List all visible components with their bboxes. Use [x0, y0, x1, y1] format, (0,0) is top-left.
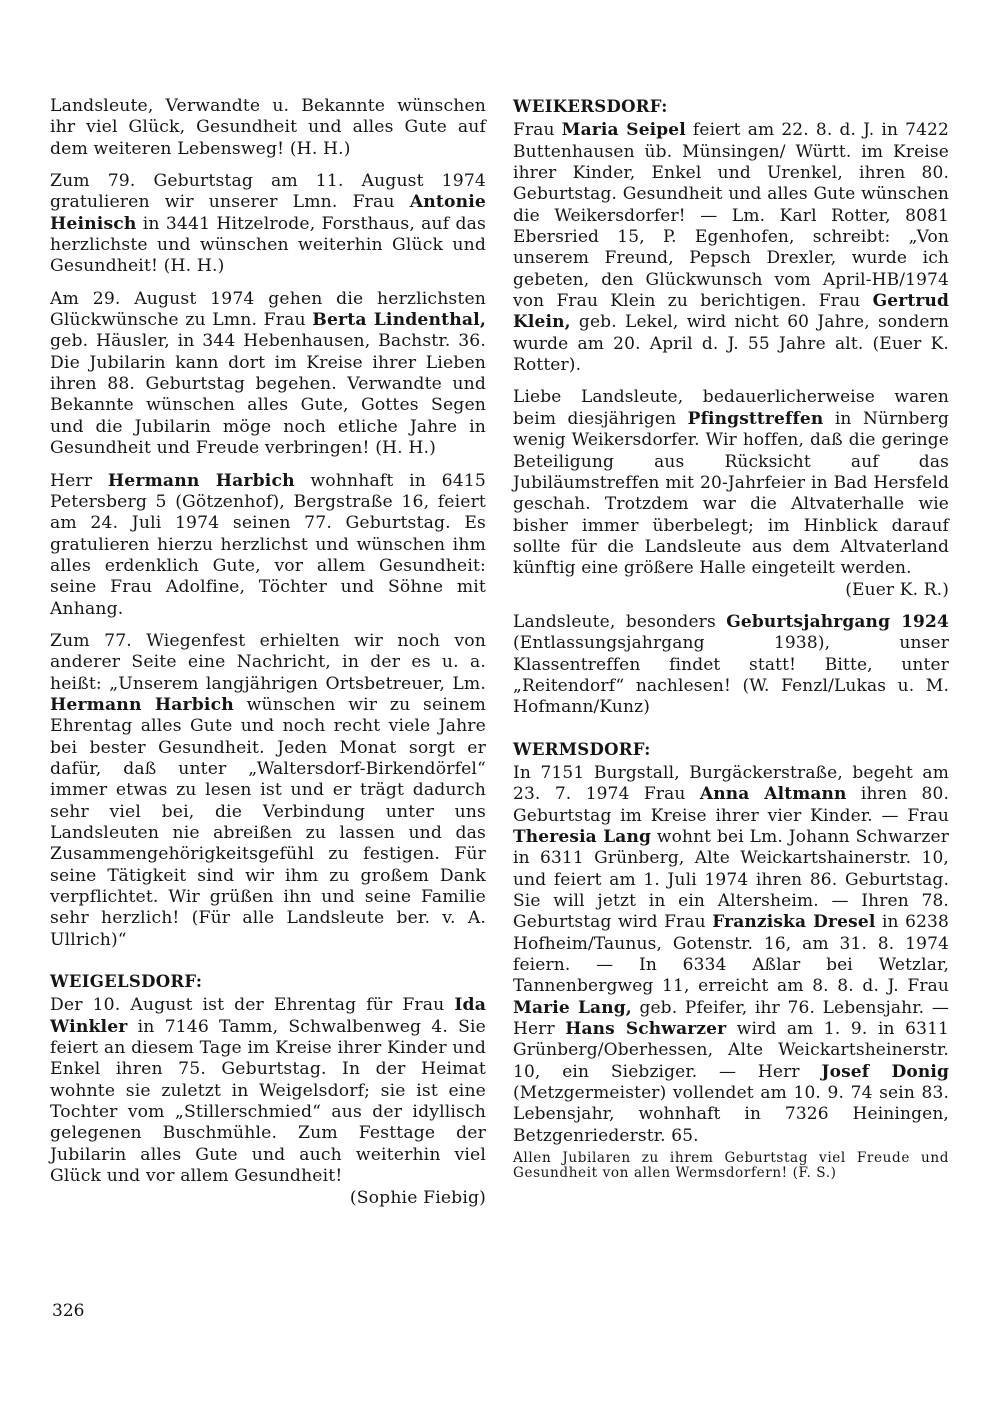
- text: geb. Häusler, in 344 Hebenhausen, Bachstr. 36. Die Jubilarin kann dort im Kreise ihrer Lieben ihren 88. Geburtstag begehen. Verwandte und Bekannte wünschen alles Gute, Gottes Segen und die Jubilarin möge noch etliche Jahre in Gesundheit und Freude verbringen! (H. H.): [50, 331, 486, 459]
- person-name: Theresia Lang: [513, 827, 652, 847]
- person-name: Gertrud Klein,: [513, 291, 949, 333]
- person-name: Hermann Harbich: [107, 470, 295, 491]
- person-name: Josef Donig: [821, 1061, 949, 1082]
- text: Herr: [50, 470, 108, 491]
- paragraph-harbich: [50, 471, 486, 620]
- left-column: [50, 96, 486, 1220]
- paragraph-greeting: Landsleute, Verwandte u. Bekannte wünschen ihr viel Glück, Gesundheit und alles Gute auf dem weiteren Lebensweg! (H. H.): [50, 96, 486, 159]
- text: geb. Lekel, wird nicht 60 Jahre, sondern wurde am 20. April d. J. 55 Jahre alt. (Euer K. Rotter).: [513, 312, 949, 376]
- text: Am 29. August 1974 gehen die herzlichsten Glückwünsche zu Lmn. Frau: [50, 288, 486, 331]
- section-heading-wermsdorf: WERMSDORF:: [513, 739, 651, 759]
- text: in 6238 Hofheim/Taunus, Gotenstr. 16, am 31. 8. 1974 feiern. — In 6334 Aßlar bei Wetzlar, Tannenbergweg 11, erreicht am 8. 8. d. J. Frau: [513, 912, 949, 997]
- paragraph-seipel: [513, 120, 949, 376]
- event-name: Pfingsttreffen: [687, 408, 824, 429]
- text: wohnt bei Lm. Johann Schwarzer in 6311 Grünberg, Alte Weickartshainerstr. 10, und feiert am 1. Juli 1974 ihren 86. Geburtstag. Sie will jetzt in ein Altersheim. — Ihren 78. Geburtstag wird Frau: [513, 827, 949, 933]
- text: feiert am 22. 8. d. J. in 7422 Buttenhausen üb. Münsingen/ Württ. im Kreise ihrer Kinder, Enkel und Urenkel, ihren 80. Geburtstag. Gesundheit und alles Gute wünschen die Weikersdorfer! — Lm. Karl Rotter, 8081 Ebersried 15, P. Egenhofen, schreibt: „Von unserem Freund, Pepsch Drexler, wurde ich gebeten, den Glückwunsch vom April-HB/1974 von Frau Klein zu berichtigen. Frau: [513, 120, 949, 312]
- text: in Nürnberg wenig Weikersdorfer. Wir hoffen, daß die geringe Beteiligung aus Rücksicht auf das Jubiläumstreffen mit 20-Jahrfeier in Bad Hersfeld geschah. Trotzdem war die Altvaterhalle wie bisher immer überbelegt; im Hinblick darauf sollte für die Landsleute aus dem Altvaterland künftig eine größere Halle eingeteilt werden.: [513, 408, 949, 579]
- text: in 3441 Hitzelrode, Forsthaus, auf das herzlichste und wünschen weiterhin Glück und Gesundheit! (H. H.): [50, 213, 486, 277]
- person-name: Franziska Dresel: [712, 912, 876, 933]
- person-name: Marie Lang,: [513, 997, 632, 1018]
- text: geb. Pfeifer, ihr 76. Lebensjahr. — Herr: [513, 997, 950, 1040]
- person-name: Maria Seipel: [561, 120, 686, 141]
- text: ihren 80. Geburtstag im Kreise ihrer vier Kinder. — Frau: [513, 784, 949, 826]
- text: (Entlassungsjahrgang 1938), unser Klassentreffen findet statt! Bitte, unter „Reitendorf“ nachlesen! (W. Fenzl/Lukas u. M. Hofmann/Kunz): [513, 633, 949, 718]
- text: Frau: [513, 120, 562, 141]
- text: wird am 1. 9. in 6311 Grünberg/Oberhessen, Alte Weickartsheinerstr. 10, ein Siebziger. — Herr: [513, 1019, 949, 1082]
- section-heading-weikersdorf: WEIKERSDORF:: [513, 97, 668, 116]
- text: (Metzgermeister) vollendet am 10. 9. 74 sein 83. Lebensjahr, wohnhaft in 7326 Heiningen, Betzgenriederstr. 65.: [513, 1083, 949, 1146]
- signature: (Sophie Fiebig): [349, 1187, 486, 1208]
- text: in 7146 Tamm, Schwalbenweg 4. Sie feiert an diesem Tage im Kreise ihrer Kinder und Enkel ihren 75. Geburtstag. In der Heimat wohnte sie zuletzt in Weigelsdorf; sie ist eine Tochter vom „Stillerschmied“ aus der idyllisch gelegenen Buschmühle. Zum Festtage der Jubilarin alles Gute und auch weiterhin viel Glück und vor allem Gesundheit!: [50, 1016, 486, 1187]
- person-name: Ida Winkler: [50, 995, 486, 1037]
- signature: (Euer K. R.): [845, 579, 949, 600]
- text: In 7151 Burgstall, Burgäckerstraße, begeht am 23. 7. 1974 Frau: [513, 762, 949, 805]
- closing-note: Allen Jubilaren zu ihrem Geburtstag viel Freude und Gesundheit von allen Wermsdorfern! (F. S.): [513, 1150, 949, 1181]
- person-name: Hans Schwarzer: [565, 1019, 727, 1040]
- person-name: Hermann Harbich: [50, 694, 234, 715]
- text: Landsleute, besonders: [513, 611, 727, 632]
- person-name: Antonie Heinisch: [50, 192, 486, 234]
- text: Zum 77. Wiegenfest erhielten wir noch von anderer Seite eine Nachricht, in der es u. a. heißt: „Unserem langjährigen Ortsbetreuer, Lm.: [50, 630, 486, 694]
- paragraph-heinisch: [50, 171, 486, 278]
- paragraph-pfingsttreffen: [513, 387, 949, 579]
- text: wohnhaft in 6415 Petersberg 5 (Götzenhof), Bergstraße 16, feiert am 24. Juli 1974 seinen 77. Geburtstag. Es gratulieren hierzu herzlichst und wünschen ihm alles erdenklich Gute, vor allem Gesundheit: seine Frau Adolfine, Töchter und Söhne mit Anhang.: [50, 470, 487, 619]
- section-heading-weigelsdorf: WEIGELSDORF:: [50, 972, 203, 992]
- person-name: Berta Lindenthal,: [312, 310, 486, 331]
- paragraph-lindenthal: [50, 289, 486, 460]
- paragraph-wermsdorf: [513, 763, 949, 1147]
- page-number: 326: [52, 1301, 85, 1321]
- paragraph-wiegenfest: [50, 631, 486, 951]
- paragraph-klassentreffen: [513, 612, 949, 719]
- right-column: [513, 96, 949, 1191]
- paragraph-winkler: [50, 995, 486, 1187]
- cohort-name: Geburtsjahrgang 1924: [726, 611, 949, 632]
- person-name: Anna Altmann: [699, 784, 847, 805]
- text: wünschen wir zu seinem Ehrentag alles Gute und noch recht viele Jahre bei bester Gesundheit. Jeden Monat sorgt er dafür, daß unter „Waltersdorf-Birkendörfel“ immer etwas zu lesen ist und er trägt dadurch sehr viel bei, die Verbindung unter uns Landsleuten nie abreißen zu lassen und das Zusammengehörigkeitsgefühl zu festigen. Für seine Tätigkeit sind wir ihm zu großem Dank verpflichtet. Wir grüßen ihn und seine Familie sehr herzlich! (Für alle Landsleute ber. v. A. Ullrich)“: [50, 694, 486, 950]
- text: Liebe Landsleute, bedauerlicherweise waren beim diesjährigen: [513, 387, 949, 429]
- text: Der 10. August ist der Ehrentag für Frau: [50, 995, 455, 1016]
- text: Zum 79. Geburtstag am 11. August 1974 gratulieren wir unserer Lmn. Frau: [50, 171, 486, 213]
